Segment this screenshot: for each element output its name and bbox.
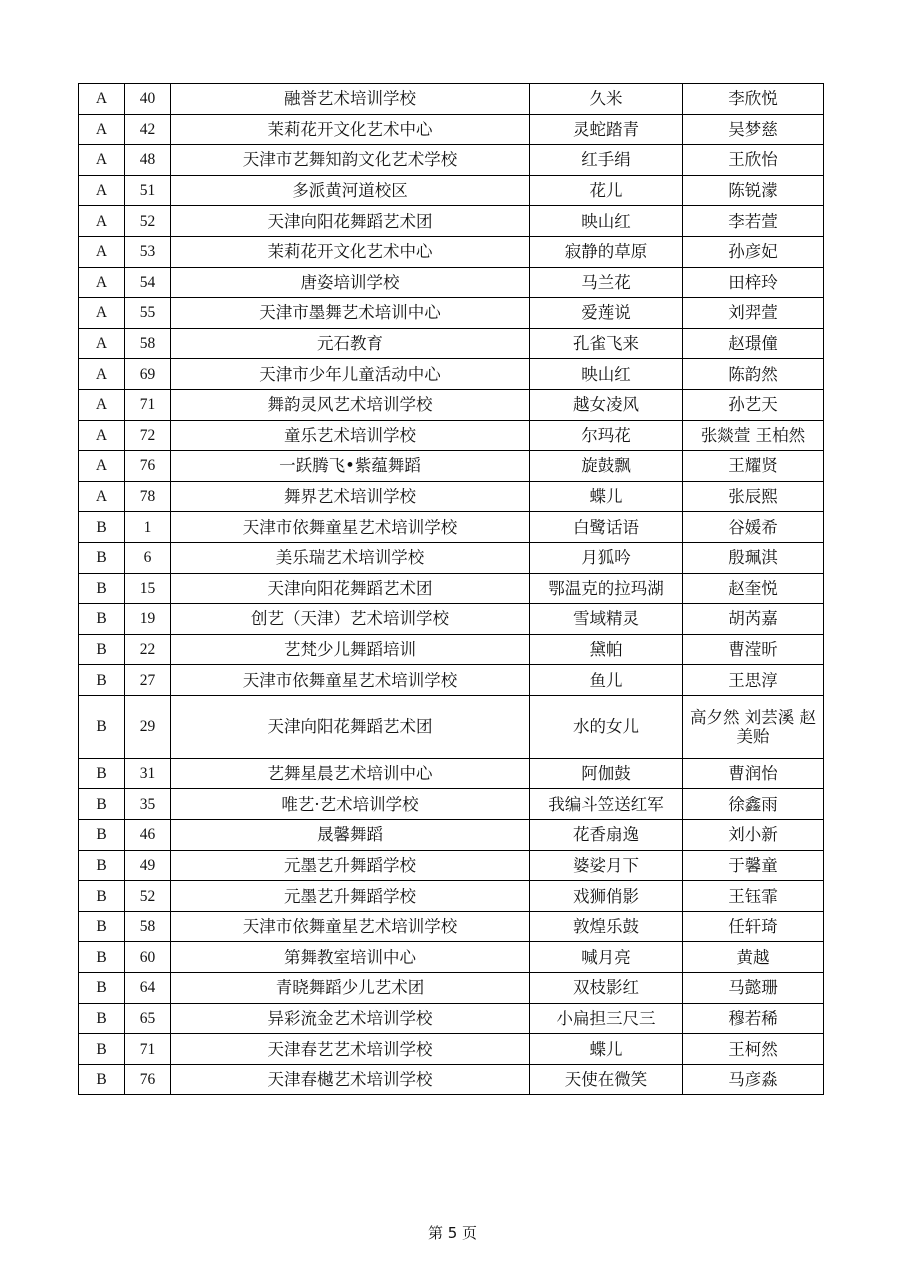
table-row [79,512,824,543]
group-cell: B [79,695,125,758]
institution-cell: 晟馨舞蹈 [171,820,530,851]
institution-cell: 唯艺·艺术培训学校 [171,789,530,820]
group-cell: B [79,850,125,881]
work-title-cell: 爱莲说 [530,298,683,329]
work-title-cell: 越女凌风 [530,389,683,420]
work-title-cell: 天使在微笑 [530,1064,683,1095]
entry-number-cell: 27 [125,665,171,696]
institution-cell: 童乐艺术培训学校 [171,420,530,451]
entry-number-cell: 65 [125,1003,171,1034]
results-table [78,83,824,1095]
performer-cell: 陈锐濛 [683,175,824,206]
performer-cell: 高夕然 刘芸溪 赵美贻 [683,695,824,758]
entry-number-cell: 35 [125,789,171,820]
group-cell: B [79,973,125,1004]
entry-number-cell: 53 [125,236,171,267]
table-row [79,328,824,359]
group-cell: B [79,1003,125,1034]
entry-number-cell: 29 [125,695,171,758]
work-title-cell: 映山红 [530,206,683,237]
table-row [79,236,824,267]
group-cell: A [79,175,125,206]
entry-number-cell: 22 [125,634,171,665]
performer-cell: 王欣怡 [683,145,824,176]
table-row [79,789,824,820]
entry-number-cell: 76 [125,1064,171,1095]
entry-number-cell: 15 [125,573,171,604]
table-row [79,1064,824,1095]
group-cell: B [79,911,125,942]
table-row [79,850,824,881]
group-cell: B [79,604,125,635]
performer-cell: 黄越 [683,942,824,973]
group-cell: B [79,1034,125,1065]
work-title-cell: 映山红 [530,359,683,390]
table-row [79,634,824,665]
institution-cell: 天津市艺舞知韵文化艺术学校 [171,145,530,176]
entry-number-cell: 52 [125,206,171,237]
group-cell: B [79,665,125,696]
work-title-cell: 黛帕 [530,634,683,665]
entry-number-cell: 42 [125,114,171,145]
table-row [79,481,824,512]
entry-number-cell: 58 [125,911,171,942]
table-row [79,298,824,329]
institution-cell: 唐姿培训学校 [171,267,530,298]
entry-number-cell: 69 [125,359,171,390]
group-cell: A [79,420,125,451]
group-cell: B [79,542,125,573]
work-title-cell: 灵蛇踏青 [530,114,683,145]
performer-cell: 王钰霏 [683,881,824,912]
table-row [79,573,824,604]
institution-cell: 多派黄河道校区 [171,175,530,206]
table-row [79,665,824,696]
work-title-cell: 花儿 [530,175,683,206]
institution-cell: 创艺（天津）艺术培训学校 [171,604,530,635]
group-cell: A [79,236,125,267]
entry-number-cell: 51 [125,175,171,206]
group-cell: B [79,512,125,543]
institution-cell: 天津春樾艺术培训学校 [171,1064,530,1095]
table-row [79,114,824,145]
entry-number-cell: 52 [125,881,171,912]
institution-cell: 青晓舞蹈少儿艺术团 [171,973,530,1004]
institution-cell: 艺舞星晨艺术培训中心 [171,758,530,789]
work-title-cell: 蝶儿 [530,481,683,512]
table-row [79,359,824,390]
institution-cell: 天津市墨舞艺术培训中心 [171,298,530,329]
performer-cell: 徐鑫雨 [683,789,824,820]
institution-cell: 天津春艺艺术培训学校 [171,1034,530,1065]
group-cell: A [79,328,125,359]
work-title-cell: 月狐吟 [530,542,683,573]
entry-number-cell: 60 [125,942,171,973]
institution-cell: 天津市依舞童星艺术培训学校 [171,665,530,696]
table-body [79,84,824,1095]
performer-cell: 于馨童 [683,850,824,881]
work-title-cell: 小扁担三尺三 [530,1003,683,1034]
entry-number-cell: 49 [125,850,171,881]
page-number: 第 5 页 [427,1224,478,1242]
group-cell: A [79,389,125,420]
group-cell: B [79,820,125,851]
group-cell: B [79,1064,125,1095]
entry-number-cell: 48 [125,145,171,176]
performer-cell: 曹滢昕 [683,634,824,665]
group-cell: A [79,145,125,176]
entry-number-cell: 64 [125,973,171,1004]
institution-cell: 天津向阳花舞蹈艺术团 [171,206,530,237]
group-cell: B [79,573,125,604]
entry-number-cell: 19 [125,604,171,635]
work-title-cell: 雪域精灵 [530,604,683,635]
performer-cell: 田梓玲 [683,267,824,298]
work-title-cell: 花香扇逸 [530,820,683,851]
performer-cell: 孙艺天 [683,389,824,420]
performer-cell: 赵奎悦 [683,573,824,604]
entry-number-cell: 46 [125,820,171,851]
group-cell: A [79,206,125,237]
institution-cell: 融誉艺术培训学校 [171,84,530,115]
work-title-cell: 白鹭话语 [530,512,683,543]
institution-cell: 茉莉花开文化艺术中心 [171,236,530,267]
table-row [79,267,824,298]
institution-cell: 天津市少年儿童活动中心 [171,359,530,390]
work-title-cell: 鄂温克的拉玛湖 [530,573,683,604]
performer-cell: 张燚萱 王柏然 [683,420,824,451]
performer-cell: 李欣悦 [683,84,824,115]
group-cell: B [79,942,125,973]
entry-number-cell: 54 [125,267,171,298]
group-cell: A [79,298,125,329]
table-row [79,1003,824,1034]
performer-cell: 吴梦慈 [683,114,824,145]
work-title-cell: 孔雀飞来 [530,328,683,359]
performer-cell: 曹润怡 [683,758,824,789]
table-row [79,604,824,635]
performer-cell: 任轩琦 [683,911,824,942]
table-row [79,881,824,912]
performer-cell: 刘羿萱 [683,298,824,329]
performer-cell: 马懿珊 [683,973,824,1004]
performer-cell: 殷珮淇 [683,542,824,573]
work-title-cell: 久米 [530,84,683,115]
institution-cell: 美乐瑞艺术培训学校 [171,542,530,573]
entry-number-cell: 40 [125,84,171,115]
work-title-cell: 婆娑月下 [530,850,683,881]
performer-cell: 王思淳 [683,665,824,696]
performer-cell: 马彦淼 [683,1064,824,1095]
work-title-cell: 红手绢 [530,145,683,176]
group-cell: A [79,84,125,115]
performer-cell: 穆若稀 [683,1003,824,1034]
group-cell: B [79,881,125,912]
table-row [79,820,824,851]
group-cell: A [79,267,125,298]
institution-cell: 元墨艺升舞蹈学校 [171,881,530,912]
institution-cell: 天津市依舞童星艺术培训学校 [171,911,530,942]
work-title-cell: 鱼儿 [530,665,683,696]
table-row [79,389,824,420]
group-cell: B [79,789,125,820]
table-row [79,1034,824,1065]
table-row [79,451,824,482]
work-title-cell: 蝶儿 [530,1034,683,1065]
institution-cell: 天津向阳花舞蹈艺术团 [171,573,530,604]
institution-cell: 一跃腾飞•紫蕴舞蹈 [171,451,530,482]
institution-cell: 舞界艺术培训学校 [171,481,530,512]
table-row [79,175,824,206]
group-cell: A [79,359,125,390]
table-row [79,973,824,1004]
table-row [79,145,824,176]
table-row [79,542,824,573]
performer-cell: 张辰熙 [683,481,824,512]
performer-cell: 赵璟僮 [683,328,824,359]
performer-cell: 李若萱 [683,206,824,237]
table-row [79,942,824,973]
entry-number-cell: 58 [125,328,171,359]
work-title-cell: 我编斗笠送红军 [530,789,683,820]
work-title-cell: 尔玛花 [530,420,683,451]
performer-cell: 王耀贤 [683,451,824,482]
work-title-cell: 双枝影红 [530,973,683,1004]
entry-number-cell: 72 [125,420,171,451]
entry-number-cell: 6 [125,542,171,573]
institution-cell: 舞韵灵风艺术培训学校 [171,389,530,420]
entry-number-cell: 78 [125,481,171,512]
institution-cell: 元石教育 [171,328,530,359]
table-row [79,84,824,115]
table-row [79,420,824,451]
table-row [79,206,824,237]
work-title-cell: 阿伽鼓 [530,758,683,789]
table-row [79,758,824,789]
work-title-cell: 旋鼓飘 [530,451,683,482]
work-title-cell: 敦煌乐鼓 [530,911,683,942]
group-cell: B [79,634,125,665]
institution-cell: 第舞教室培训中心 [171,942,530,973]
institution-cell: 茉莉花开文化艺术中心 [171,114,530,145]
institution-cell: 艺梵少儿舞蹈培训 [171,634,530,665]
entry-number-cell: 71 [125,1034,171,1065]
work-title-cell: 戏狮俏影 [530,881,683,912]
performer-cell: 刘小新 [683,820,824,851]
entry-number-cell: 55 [125,298,171,329]
table-row [79,911,824,942]
work-title-cell: 马兰花 [530,267,683,298]
group-cell: A [79,114,125,145]
performer-cell: 谷媛希 [683,512,824,543]
performer-cell: 陈韵然 [683,359,824,390]
institution-cell: 天津市依舞童星艺术培训学校 [171,512,530,543]
performer-cell: 孙彦妃 [683,236,824,267]
institution-cell: 异彩流金艺术培训学校 [171,1003,530,1034]
entry-number-cell: 31 [125,758,171,789]
group-cell: A [79,481,125,512]
entry-number-cell: 71 [125,389,171,420]
table-row [79,695,824,758]
performer-cell: 胡芮嘉 [683,604,824,635]
institution-cell: 元墨艺升舞蹈学校 [171,850,530,881]
group-cell: B [79,758,125,789]
group-cell: A [79,451,125,482]
work-title-cell: 寂静的草原 [530,236,683,267]
performer-cell: 王柯然 [683,1034,824,1065]
work-title-cell: 水的女儿 [530,695,683,758]
entry-number-cell: 76 [125,451,171,482]
entry-number-cell: 1 [125,512,171,543]
work-title-cell: 喊月亮 [530,942,683,973]
institution-cell: 天津向阳花舞蹈艺术团 [171,695,530,758]
